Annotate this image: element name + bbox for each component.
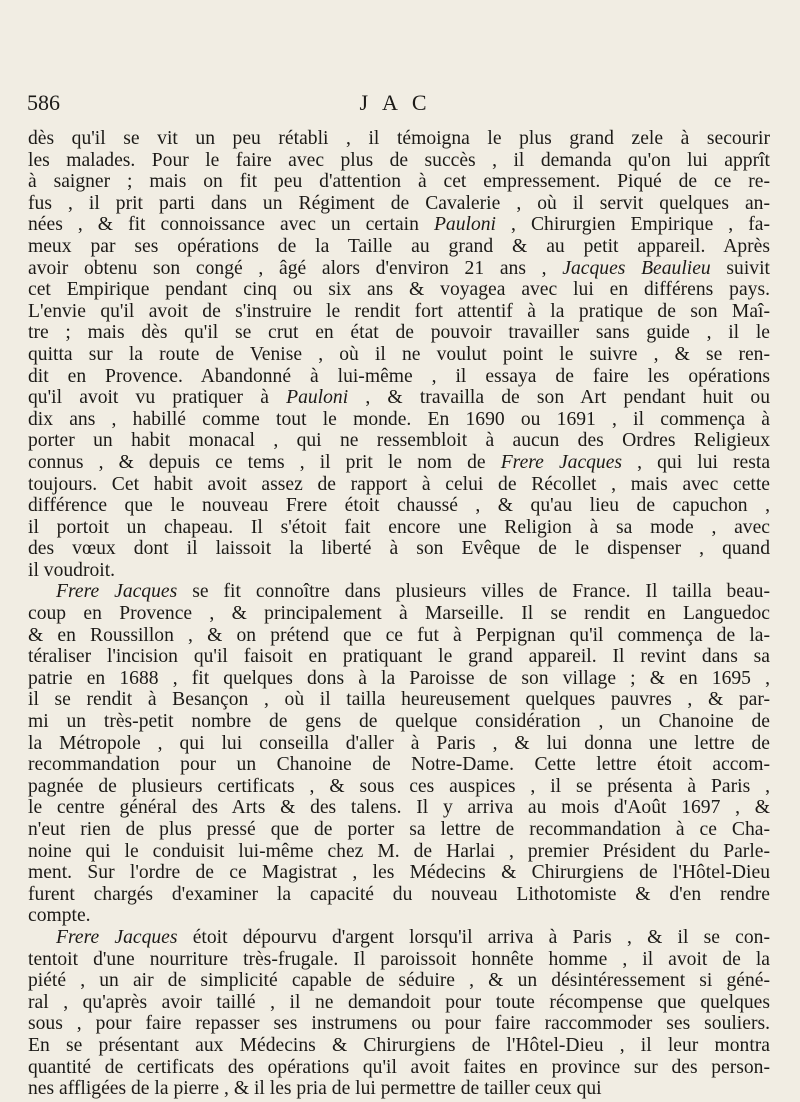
text-line: il voudroit. [28,559,116,581]
paragraph [28,927,770,1100]
text-line: la Métropole , qui lui conseilla d'aller à Paris , & lui donna une lettre de [28,732,770,754]
text-line: nes affligées de la pierre , & il les pria de lui permettre de tailler ceux qui [28,1078,602,1100]
text-line: & en Roussillon , & on prétend que ce fut à Perpignan qu'il commença de la- [28,624,770,646]
text-line: cet Empirique pendant cinq ou six ans & voyagea avec lui en différens pays. [28,279,770,301]
text-line: il portoit un chapeau. Il s'étoit fait encore une Religion à sa mode , avec [28,516,770,538]
text-line: les malades. Pour le faire avec plus de succès , il demanda qu'on lui apprît [28,149,770,171]
text-line: ment. Sur l'ordre de ce Magistrat , les Médecins & Chirurgiens de l'Hôtel-Dieu [28,862,770,884]
text-line: qu'il avoit vu pratiquer à Pauloni , & travailla de son Art pendant huit ou [28,387,770,409]
text-line: quantité de certificats des opérations qu'il avoit faites en province sur des person- [28,1056,770,1078]
text-line: L'envie qu'il avoit de s'instruire le rendit fort attentif à la pratique de son Maî- [28,300,770,322]
text-line: n'eut rien de plus pressé que de porter sa lettre de recommandation à ce Cha- [28,819,770,840]
text-line: noine qui le conduisit lui-même chez M. de Harlai , premier Président du Parle- [28,840,770,862]
text-line: En se présentant aux Médecins & Chirurgiens de l'Hôtel-Dieu , il leur montra [28,1034,770,1056]
text-line: dix ans , habillé comme tout le monde. En 1690 ou 1691 , il commença à [28,408,770,430]
text-line: patrie en 1688 , fit quelques dons à la Paroisse de son village ; & en 1695 , [28,667,770,689]
text-line: tentoit d'une nourriture très-frugale. Il paroissoit honnête homme , il avoit de la [28,948,770,970]
text-line: dit en Provence. Abandonné à lui-même , il essaya de faire les opérations [28,365,770,387]
text-line: avoir obtenu son congé , âgé alors d'environ 21 ans , Jacques Beaulieu suivit [28,257,770,279]
text-line: sous , pour faire repasser ses instrumens ou pour faire raccommoder ses souliers. [28,1013,770,1035]
running-head: JAC [359,90,441,115]
text-line: Frere Jacques étoit dépourvu d'argent lorsqu'il arriva à Paris , & il se con- [56,926,770,948]
text-line: nées , & fit connoissance avec un certain Pauloni , Chirurgien Empirique , fa- [28,214,770,236]
text-line: téraliser l'incision qu'il faisoit en pratiquant le grand appareil. Il revint dans sa [28,646,770,668]
text-line: quitta sur la route de Venise , où il ne voulut point le suivre , & se ren- [28,343,770,365]
text-line: connus , & depuis ce tems , il prit le nom de Frere Jacques , qui lui resta [28,451,771,473]
text-line: porter un habit monacal , qui ne ressembloit à aucun des Ordres Religieux [28,430,770,452]
text-line: toujours. Cet habit avoit assez de rapport à celui de Récollet , mais avec cette [28,473,770,495]
paragraph [28,128,770,581]
text-line: à saigner ; mais on fit peu d'attention à cet empressement. Piqué de ce re- [28,171,770,193]
text-line: il se rendit à Besançon , où il tailla heureusement quelques pauvres , & par- [28,689,770,711]
text-line: pagnée de plusieurs certificats , & sous ces auspices , il se présenta à Paris , [28,775,770,797]
text-line: fus , il prit parti dans un Régiment de Cavalerie , où il servit quelques an- [28,192,770,214]
text-line: coup en Provence , & principalement à Marseille. Il se rendit en Languedoc [28,603,770,625]
text-line: tre ; mais dès qu'il se crut en état de pouvoir travailler sans guide , il le [28,322,770,344]
text-line: piété , un air de simplicité capable de séduire , & un désintéressement si géné- [28,970,770,992]
text-line: mi un très-petit nombre de gens de quelque considération , un Chanoine de [28,711,770,733]
body-text [28,128,770,1100]
text-line: ral , qu'après avoir taillé , il ne demandoit pour toute récompense que quelques [28,991,770,1013]
text-line: compte. [28,905,91,927]
text-line: furent chargés d'examiner la capacité du nouveau Lithotomiste & d'en rendre [28,883,770,905]
text-line: différence que le nouveau Frere étoit chaussé , & qu'au lieu de capuchon , [28,495,770,517]
text-line: recommandation pour un Chanoine de Notre-Dame. Cette lettre étoit accom- [28,754,770,776]
text-line: le centre général des Arts & des talens. Il y arriva au mois d'Août 1697 , & [28,797,770,819]
text-line: dès qu'il se vit un peu rétabli , il témoigna le plus grand zele à secourir [28,128,770,149]
text-line: des vœux dont il laissoit la liberté à son Evêque de le dispenser , quand [28,538,770,560]
page-header [0,90,800,120]
paragraph [28,581,770,927]
page-number: 586 [27,90,60,115]
text-line: Frere Jacques se fit connoître dans plusieurs villes de France. Il tailla beau- [56,581,770,603]
text-line: meux par ses opérations de la Taille au grand & au petit appareil. Après [28,235,770,257]
